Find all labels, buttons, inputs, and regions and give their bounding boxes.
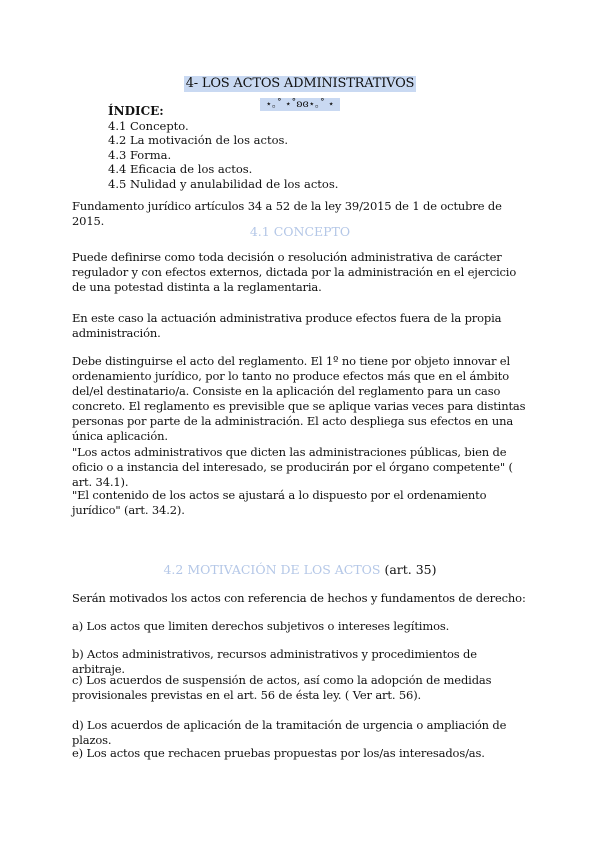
section2-item-b: b) Actos administrativos, recursos administrativos y procedimientos de arbitraje. [72,647,477,676]
section1-paragraph-4: "Los actos administrativos que dicten las administraciones públicas, bien de oficio o a instancia del interesado, se producirán por el órgano competente" ( art. 34.1). [72,445,513,489]
title-decoration: ⋆｡˚ ⋆˚ʚɞ⋆｡˚ ⋆ [260,98,341,111]
section1-paragraph-5: "El contenido de los actos se ajustará a lo dispuesto por el ordenamiento jurídico" (art. 34.2). [72,488,487,517]
section2-item-c: c) Los acuerdos de suspensión de actos, así como la adopción de medidas provisionales previstas en el art. 56 de ésta ley. ( Ver art. 56). [72,673,492,702]
index-block [108,104,338,191]
section1-paragraph-3: Debe distinguirse el acto del reglamento. El 1º no tiene por objeto innovar el ordenamiento jurídico, por lo tanto no produce efectos más que en el ámbito del/el destinatario/a. Consiste en la aplicación del reglamento para un caso concreto. El reglamento es previsible que se aplique varias veces para distintas personas por parte de la administración. El acto despliega sus efectos en una única aplicación. [72,354,526,443]
index-item-1: 4.1 Concepto. [108,118,189,133]
section1-heading: 4.1 CONCEPTO [249,224,351,239]
section2-item-a: a) Los actos que limiten derechos subjetivos o intereses legítimos. [72,619,450,633]
index-item-4: 4.4 Eficacia de los actos. [108,162,253,176]
section2-item-d: d) Los acuerdos de aplicación de la tramitación de urgencia o ampliación de plazos. [72,718,507,747]
section2-heading: 4.2 MOTIVACIÓN DE LOS ACTOS [163,562,381,577]
section2-item-e: e) Los actos que rechacen pruebas propuestas por los/as interesados/as. [72,746,485,760]
index-item-3: 4.3 Forma. [108,147,172,162]
index-item-5: 4.5 Nulidad y anulabilidad de los actos. [108,176,339,191]
index-item-2: 4.2 La motivación de los actos. [108,133,289,147]
section1-paragraph-1: Puede definirse como toda decisión o resolución administrativa de carácter regulador y con efectos externos, dictada por la administración en el ejercicio de una potestad distinta a la reglamentaria. [72,250,517,294]
section2-heading-suffix: (art. 35) [380,562,437,577]
section1-paragraph-2: En este caso la actuación administrativa produce efectos fuera de la propia administración. [72,311,502,340]
index-heading: ÍNDICE: [108,104,164,118]
section2-heading-line [0,562,600,577]
document-title: 4- LOS ACTOS ADMINISTRATIVOS [185,76,415,91]
section2-intro: Serán motivados los actos con referencia de hechos y fundamentos de derecho: [72,591,526,605]
legal-basis: Fundamento jurídico artículos 34 a 52 de la ley 39/2015 de 1 de octubre de 2015. [72,199,502,228]
